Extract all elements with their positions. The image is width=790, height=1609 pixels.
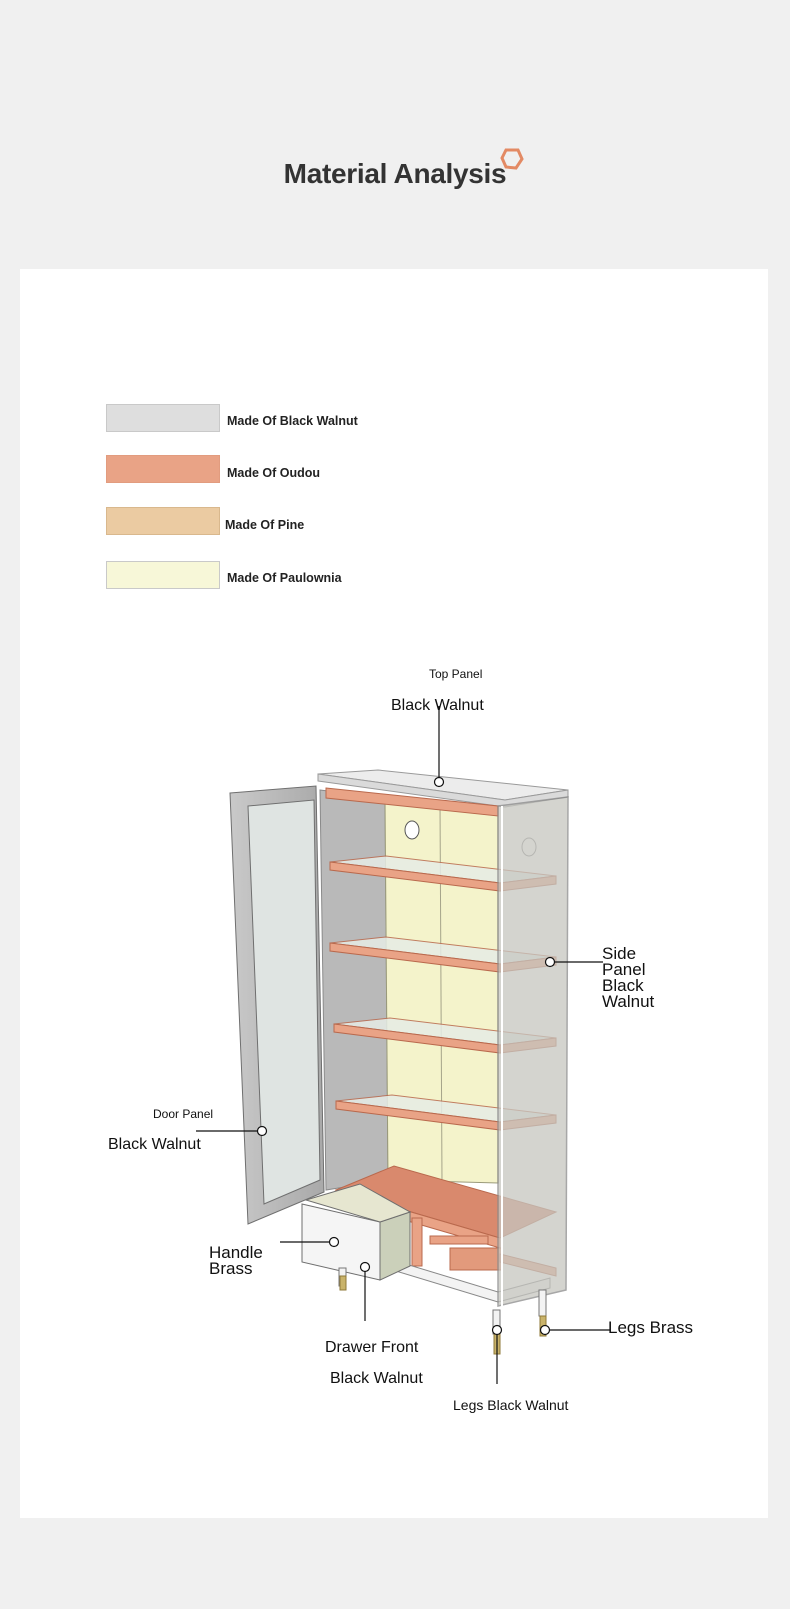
- cabinet-inner-wall: [320, 790, 388, 1190]
- handle-label: Handle Brass: [209, 1243, 263, 1278]
- legend-label-oudou: Made Of Oudou: [227, 466, 321, 480]
- side-panel: [498, 797, 568, 1306]
- legend-label-pine: Made Of Pine: [225, 518, 305, 532]
- drawer-front-name: Drawer Front: [325, 1339, 419, 1356]
- top-panel-material: Black Walnut: [391, 697, 484, 714]
- door-panel-name: Door Panel: [153, 1107, 214, 1121]
- legend-label-paulownia: Made Of Paulownia: [227, 571, 342, 585]
- door-panel-material: Black Walnut: [108, 1136, 201, 1153]
- legs-brass-label: Legs Brass: [608, 1318, 694, 1337]
- page-title: Material Analysis: [283, 158, 507, 189]
- top-panel-name: Top Panel: [429, 667, 483, 681]
- side-panel-label: Side Panel Black Walnut: [602, 944, 655, 1011]
- drawer-front-material: Black Walnut: [330, 1370, 423, 1387]
- legend-label-black-walnut: Made Of Black Walnut: [227, 414, 358, 428]
- legs-black-walnut-label: Legs Black Walnut: [453, 1397, 569, 1413]
